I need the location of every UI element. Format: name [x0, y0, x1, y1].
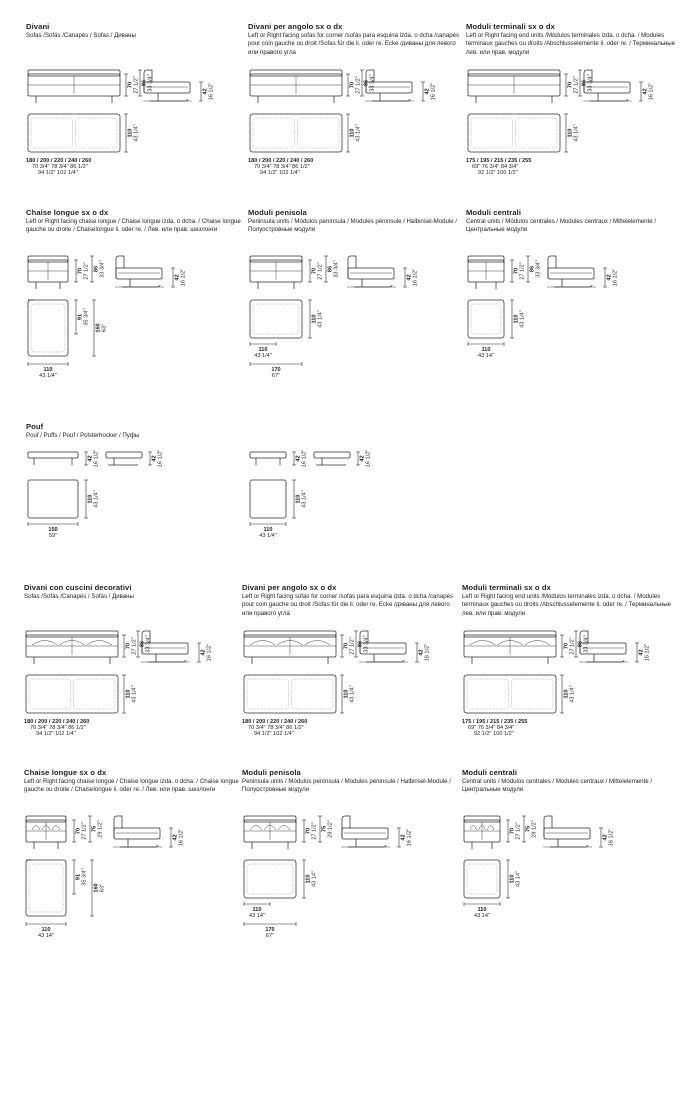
back-height-dim-cm-label: 70	[75, 827, 82, 835]
width-inch-row2: 94 1/2" 102 1/4"	[38, 170, 78, 176]
back-height-dim-cm-label: 70	[509, 827, 516, 835]
seat-height-dim-inch-label: 16 1/2"	[612, 268, 619, 287]
seat-height-dim-cm-label: 42	[172, 834, 179, 841]
section-sofa	[248, 22, 463, 212]
side-seat-cushion	[544, 828, 590, 839]
seat-height-dim-cm-label: 42	[202, 88, 209, 95]
depth-dim-cm-label: 110	[563, 689, 570, 699]
side-seat-cushion	[342, 828, 388, 839]
seat-height-dim-cm-label: 42	[87, 455, 94, 462]
total-height-dim-cm-label: 86	[139, 640, 146, 648]
plan-sofa-outline	[28, 114, 120, 152]
width-dim-cm-label: 170	[271, 367, 281, 373]
width-cm-label: 180 / 200 / 220 / 240 / 260	[248, 158, 314, 164]
section-chaise	[26, 208, 241, 398]
length-dim-inch-label: 63"	[101, 323, 108, 333]
section-title: Pouf	[26, 422, 44, 431]
seat-height-dim-side-inch-label: 16 1/2"	[365, 449, 372, 468]
plan-sofa-outline	[250, 114, 342, 152]
length-dim-cm-label: 160	[93, 883, 100, 893]
depth-dim-inch-label: 35 3/4"	[83, 308, 90, 326]
section-title: Divani per angolo sx o dx	[242, 583, 337, 592]
width-cm-label: 175 / 195 / 215 / 235 / 255	[462, 719, 528, 725]
section-sofa	[24, 583, 239, 773]
decorative-pillow	[525, 641, 550, 646]
plan-seat-cushion	[29, 679, 71, 709]
total-height-dim-cm-label: 75	[525, 825, 532, 833]
seat-height-dim-inch-label: 16 1/2"	[180, 268, 187, 287]
total-height-dim-inch-label: 33 3/4"	[583, 635, 590, 653]
side-seat-cushion	[548, 268, 594, 279]
depth-dim-cm-label: 110	[513, 314, 520, 324]
seat-height-dim-cm-label: 42	[424, 88, 431, 95]
seat-height-dim-inch-label: 16 1/2"	[644, 643, 651, 662]
seat-height-dim-inch-label: 16 1/2"	[93, 449, 100, 468]
dimension-drawing	[248, 22, 463, 212]
plan-seat-cushion	[471, 304, 501, 334]
front-backrest	[28, 256, 68, 262]
seat-height-dim-side-inch-label: 16 1/2"	[157, 449, 164, 468]
depth-dim-cm-label: 110	[295, 494, 302, 504]
depth-dim-inch-label: 43 1/4"	[133, 124, 140, 142]
section-subtitle: Left or Right facing sofas for corner /sofás para esquina izda. o dcha /canapés pour coin gauche ou droit /Sofas für die li. oder re. Ecke /диваны для левого или правого угла	[242, 593, 454, 617]
plan-sofa-outline	[26, 675, 118, 713]
section-subtitle: Central units / Módulos centrales / Modules centraux / Mittelelemente / Центральные модули	[462, 778, 653, 794]
section-central	[466, 208, 681, 398]
side-seat-cushion	[114, 828, 160, 839]
section-peninsula	[242, 768, 457, 958]
front-backrest	[26, 816, 66, 822]
width-dim-cm-label: 150	[48, 527, 58, 533]
decorative-pillow	[487, 826, 494, 831]
section-sofa	[466, 22, 681, 212]
width-dim-inch-label: 43 1/4"	[39, 373, 57, 379]
total-height-dim-cm-label: 86	[93, 265, 100, 273]
back-height-dim-inch-label: 27 1/2"	[131, 637, 138, 655]
dimension-drawing	[466, 22, 681, 212]
back-height-dim-cm-label: 70	[513, 267, 520, 275]
dimension-drawing	[26, 208, 241, 398]
decorative-pillow	[250, 826, 262, 831]
plan-seat-cushion	[31, 118, 73, 148]
total-height-dim-cm-label: 75	[91, 825, 98, 833]
width-dim-inch-label: 43 14"	[474, 913, 490, 919]
section-title: Moduli penisola	[248, 208, 307, 217]
decorative-pillow	[87, 641, 112, 646]
back-height-dim-cm-label: 70	[567, 81, 574, 89]
width-dim-cm-label: 110	[41, 927, 51, 933]
depth-dim-cm-label: 110	[343, 689, 350, 699]
side-sled-base	[586, 654, 624, 662]
section-subtitle: Left or Right facing sofas for corner /sofás para esquina izda. o dcha /canapés pour coin gauche ou droit /Sofas für die li. oder re. Ecke /диваны для левого или правого угла	[248, 32, 460, 56]
width-dim-cm-label: 110	[481, 347, 491, 353]
seat-height-dim-inch-label: 16 1/2"	[206, 643, 213, 662]
section-peninsula	[248, 208, 463, 398]
total-height-dim-cm-label: 86	[327, 265, 334, 273]
dimension-drawing	[242, 583, 457, 773]
width-dim-cm-label: 110	[43, 367, 53, 373]
back-height-dim-inch-label: 27 1/2"	[83, 262, 90, 280]
seat-height-dim-inch-label: 16 1/2"	[178, 828, 185, 847]
decorative-pillow	[470, 641, 495, 646]
section-title: Moduli centrali	[466, 208, 522, 217]
side-sled-base	[354, 279, 392, 287]
width-inch-row1: 70 3/4" 78 3/4" 86 1/2"	[32, 164, 88, 170]
seat-height-dim-inch-label: 16 1/2"	[412, 268, 419, 287]
plan-seat-cushion	[516, 118, 558, 148]
width-cm-label: 180 / 200 / 220 / 240 / 260	[24, 719, 90, 725]
back-height-dim-inch-label: 27 1/2"	[569, 637, 576, 655]
depth-dim-inch-label: 43 1/4"	[349, 685, 356, 703]
side-seat-cushion	[348, 268, 394, 279]
depth-dim-cm-label: 110	[567, 128, 574, 138]
side-backrest	[544, 816, 552, 838]
depth-dim-inch-label: 43 1/4"	[317, 310, 324, 328]
plan-seat-cushion	[512, 679, 554, 709]
side-backrest	[348, 256, 356, 278]
back-height-dim-cm-label: 70	[343, 642, 350, 650]
seat-height-dim-inch-label: 16 1/2"	[301, 449, 308, 468]
depth-dim-cm-label: 110	[311, 314, 318, 324]
section-subtitle: Left or Right facing end units /Módulos terminales izda. o dcha. / Modules terminaux gauches ou droits /Abschlusselemente li. oder re. / Терминальные лев. или прав. модули	[462, 593, 672, 617]
depth-dim-inch-label: 43 1/4"	[569, 685, 576, 703]
depth-dim-inch-label: 43 1/4"	[355, 124, 362, 142]
length-dim-inch-label: 63"	[99, 883, 106, 893]
depth-dim-cm-label: 110	[509, 874, 516, 884]
width-dim-cm-label: 110	[263, 527, 273, 533]
back-width-dim-cm-label: 110	[258, 347, 268, 353]
dimension-drawing	[462, 583, 677, 773]
back-width-dim-cm-label: 110	[252, 907, 262, 913]
seat-height-dim-cm-label: 42	[406, 274, 413, 281]
depth-dim-cm-label: 91	[75, 873, 82, 881]
decorative-pillow	[32, 826, 40, 831]
front-backrest	[26, 631, 118, 637]
back-height-dim-cm-label: 70	[125, 642, 132, 650]
side-sled-base	[366, 654, 404, 662]
decorative-pillow	[305, 641, 330, 646]
total-height-dim-inch-label: 33 3/4"	[333, 260, 340, 278]
side-sled-base	[150, 93, 188, 101]
dimension-drawing	[466, 208, 681, 398]
section-subtitle: Peninsula units / Módulos península / Modules péninsule / Halbinsel-Module / Полуостровные модули	[242, 778, 452, 794]
section-title: Moduli terminali sx o dx	[462, 583, 551, 592]
width-inch-row2: 94 1/2" 102 1/4"	[260, 170, 300, 176]
plan-peninsula-outline	[250, 300, 302, 338]
side-backrest	[548, 256, 556, 278]
side-sled-base	[550, 839, 588, 847]
seat-height-dim-cm-label: 42	[602, 834, 609, 841]
section-subtitle: Sofas /Sofás /Canapés / Sofas / Диваны	[24, 593, 134, 600]
depth-dim-inch-label: 43 1/4"	[519, 310, 526, 328]
seat-height-dim-inch-label: 16 1/2"	[648, 82, 655, 101]
side-backrest	[342, 816, 350, 838]
section-sofa	[26, 22, 241, 212]
width-inch-row2: 94 1/2" 102 1/4"	[254, 731, 294, 737]
width-dim-cm-label: 170	[265, 927, 275, 933]
back-height-dim-cm-label: 70	[349, 81, 356, 89]
width-dim-inch-label: 43 14"	[478, 353, 494, 359]
depth-dim-cm-label: 110	[349, 128, 356, 138]
dimension-drawing	[24, 583, 239, 773]
seat-height-dim-inch-label: 16 1/2"	[430, 82, 437, 101]
section-title: Divani con cuscini decorativi	[24, 583, 132, 592]
width-inch-row2: 92 1/2" 100 1/2"	[474, 731, 514, 737]
back-height-dim-inch-label: 27 1/2"	[515, 822, 522, 840]
total-height-dim-cm-label: 86	[577, 640, 584, 648]
section-subtitle: Central units / Módulos centrales / Modules centraux / Mittelelemente / Центральные модули	[466, 218, 657, 234]
side-sled-base	[122, 279, 160, 287]
decorative-pillow	[470, 826, 477, 831]
seat-height-dim-cm-label: 42	[642, 88, 649, 95]
side-sled-base	[148, 654, 186, 662]
total-height-dim-cm-label: 86	[581, 79, 588, 87]
plan-seat-cushion	[76, 118, 118, 148]
total-height-dim-cm-label: 75	[321, 825, 328, 833]
section-title: Moduli terminali sx o dx	[466, 22, 555, 31]
back-height-dim-cm-label: 70	[127, 81, 134, 89]
pouf-sled-base	[108, 458, 138, 465]
total-height-dim-inch-label: 29 1/2"	[327, 820, 334, 838]
side-sled-base	[590, 93, 628, 101]
front-backrest	[468, 70, 560, 76]
depth-dim-inch-label: 43 14"	[515, 871, 522, 887]
decorative-pillow	[32, 641, 57, 646]
pouf-front	[250, 452, 286, 458]
total-height-dim-cm-label: 86	[529, 265, 536, 273]
section-title: Chaise longue sx o dx	[26, 208, 109, 217]
width-dim-inch-label: 43 1/4"	[259, 533, 277, 539]
plan-seat-cushion	[467, 864, 497, 894]
width-cm-label: 180 / 200 / 220 / 240 / 260	[26, 158, 92, 164]
depth-dim-inch-label: 43 14"	[311, 871, 318, 887]
seat-height-dim-side-cm-label: 42	[359, 455, 366, 462]
depth-dim-cm-label: 110	[305, 874, 312, 884]
plan-seat-cushion	[247, 864, 293, 894]
plan-sofa-outline	[244, 675, 336, 713]
section-subtitle: Sofas /Sofás /Canapés / Sofas / Диваны	[26, 32, 136, 39]
side-sled-base	[120, 839, 158, 847]
back-height-dim-cm-label: 70	[77, 267, 84, 275]
width-inch-row1: 69" 76 3/4" 84 3/4"	[472, 164, 519, 170]
section-subtitle: Left or Right facing chaise longue / Chaise longue izda. o dcha. / Chaise longue gauche ou droite / Chaiselongue li. oder re. / Лев. или прав. шезлонги	[24, 778, 239, 794]
front-backrest	[464, 816, 500, 822]
plan-seat-cushion	[253, 118, 295, 148]
dimension-drawing	[26, 22, 241, 212]
plan-seat-cushion	[253, 304, 299, 334]
total-height-dim-inch-label: 33 3/4"	[99, 260, 106, 278]
section-chaise	[24, 768, 239, 958]
total-height-dim-inch-label: 33 3/4"	[145, 635, 152, 653]
section-subtitle: Left or Right facing chaise longue / Chaise longue izda. o dcha. / Chaise longue gauche ou droite / Chaiselongue li. oder re. / Лев. или прав. шезлонги	[26, 218, 241, 234]
plan-sofa-outline	[464, 675, 556, 713]
front-backrest	[468, 256, 504, 262]
width-inch-row1: 70 3/4" 78 3/4" 86 1/2"	[254, 164, 310, 170]
plan-sofa-outline	[468, 114, 560, 152]
back-height-dim-inch-label: 27 1/2"	[317, 262, 324, 280]
total-height-dim-cm-label: 86	[141, 79, 148, 87]
pouf-sled-base	[316, 458, 346, 465]
side-sled-base	[348, 839, 386, 847]
seat-height-dim-cm-label: 42	[638, 649, 645, 656]
side-seat-cushion	[116, 268, 162, 279]
pouf-side	[106, 452, 142, 458]
depth-dim-cm-label: 110	[127, 128, 134, 138]
depth-dim-inch-label: 43 1/4"	[93, 490, 100, 508]
seat-height-dim-side-cm-label: 42	[151, 455, 158, 462]
plan-chaise-outline	[26, 860, 66, 916]
plan-seat-cushion	[74, 679, 116, 709]
width-inch-row1: 70 3/4" 78 3/4" 86 1/2"	[30, 725, 86, 731]
back-height-dim-cm-label: 70	[305, 827, 312, 835]
seat-height-dim-inch-label: 16 1/2"	[208, 82, 215, 101]
plan-peninsula-outline	[244, 860, 296, 898]
side-backrest	[116, 256, 124, 278]
plan-seat-cushion	[467, 679, 509, 709]
back-height-dim-inch-label: 27 1/2"	[81, 822, 88, 840]
seat-height-dim-inch-label: 16 1/2"	[424, 643, 431, 662]
seat-height-dim-cm-label: 42	[606, 274, 613, 281]
pouf-front	[28, 452, 78, 458]
back-height-dim-cm-label: 70	[563, 642, 570, 650]
plan-seat-cushion	[29, 864, 63, 912]
total-height-dim-cm-label: 86	[357, 640, 364, 648]
depth-dim-inch-label: 43 1/4"	[301, 490, 308, 508]
plan-chaise-outline	[28, 300, 68, 356]
plan-seat-cushion	[31, 304, 65, 352]
seat-height-dim-cm-label: 42	[400, 834, 407, 841]
seat-height-dim-inch-label: 16 1/2"	[608, 828, 615, 847]
width-inch-row1: 69" 76 3/4" 84 3/4"	[468, 725, 515, 731]
pouf-plan-outline	[28, 480, 78, 518]
front-backrest	[244, 631, 336, 637]
width-dim-inch-label: 43 14"	[38, 933, 54, 939]
decorative-pillow	[250, 641, 275, 646]
back-height-dim-inch-label: 27 1/2"	[355, 76, 362, 94]
section-subtitle: Left or Right facing end units /Módulos terminales izda. o dcha. / Modules terminaux gauches ou droits /Abschlusselemente li. oder re. / Терминальные лев. или прав. модули	[466, 32, 676, 56]
seat-height-dim-cm-label: 42	[174, 274, 181, 281]
section-title: Divani per angolo sx o dx	[248, 22, 343, 31]
pouf-plan-outline	[250, 480, 286, 518]
back-width-dim-inch-label: 43 14"	[249, 913, 265, 919]
back-height-dim-inch-label: 27 1/2"	[311, 822, 318, 840]
width-dim-inch-label: 59"	[48, 533, 58, 539]
front-backrest	[464, 631, 556, 637]
dimension-drawing	[248, 208, 463, 398]
depth-dim-inch-label: 35 3/4"	[81, 868, 88, 886]
plan-seat-cushion	[247, 679, 289, 709]
width-cm-label: 180 / 200 / 220 / 240 / 260	[242, 719, 308, 725]
section-sofa	[462, 583, 677, 773]
pouf-side	[314, 452, 350, 458]
length-dim-cm-label: 160	[95, 323, 102, 333]
dimension-drawing	[24, 768, 239, 958]
back-height-dim-inch-label: 27 1/2"	[133, 76, 140, 94]
back-height-dim-inch-label: 27 1/2"	[519, 262, 526, 280]
total-height-dim-cm-label: 86	[363, 79, 370, 87]
total-height-dim-inch-label: 33 3/4"	[363, 635, 370, 653]
plan-seat-cushion	[471, 118, 513, 148]
total-height-dim-inch-label: 33 3/4"	[535, 260, 542, 278]
depth-dim-inch-label: 43 1/4"	[573, 124, 580, 142]
section-central	[462, 768, 677, 958]
section-subtitle: Pouf / Puffs / Pouf / Polsterhocker / Пуфы	[26, 432, 140, 439]
total-height-dim-inch-label: 29 1/2"	[97, 820, 104, 838]
width-dim-inch-label: 67"	[271, 373, 281, 379]
back-height-dim-cm-label: 70	[311, 267, 318, 275]
plan-seat-cushion	[292, 679, 334, 709]
back-width-dim-inch-label: 43 1/4"	[254, 353, 272, 359]
width-inch-row1: 70 3/4" 78 3/4" 86 1/2"	[248, 725, 304, 731]
plan-seat-cushion	[298, 118, 340, 148]
total-height-dim-inch-label: 33 3/4"	[369, 74, 376, 92]
section-sofa	[242, 583, 457, 773]
section-title: Chaise longue sx o dx	[24, 768, 107, 777]
total-height-dim-inch-label: 33 3/4"	[587, 74, 594, 92]
back-height-dim-inch-label: 27 1/2"	[573, 76, 580, 94]
dimension-drawing	[462, 768, 677, 958]
depth-dim-cm-label: 91	[77, 313, 84, 321]
seat-height-dim-cm-label: 42	[295, 455, 302, 462]
depth-dim-inch-label: 43 1/4"	[131, 685, 138, 703]
seat-height-dim-cm-label: 42	[200, 649, 207, 656]
section-title: Moduli centrali	[462, 768, 518, 777]
depth-dim-cm-label: 110	[87, 494, 94, 504]
side-sled-base	[372, 93, 410, 101]
decorative-pillow	[278, 826, 290, 831]
depth-dim-cm-label: 110	[125, 689, 132, 699]
width-inch-row2: 92 1/2" 100 1/2"	[478, 170, 518, 176]
front-backrest	[28, 70, 120, 76]
width-dim-cm-label: 110	[477, 907, 487, 913]
seat-height-dim-inch-label: 16 1/2"	[406, 828, 413, 847]
back-height-dim-inch-label: 27 1/2"	[349, 637, 356, 655]
decorative-pillow	[52, 826, 60, 831]
side-backrest	[114, 816, 122, 838]
front-backrest	[250, 256, 302, 262]
front-backrest	[250, 70, 342, 76]
section-title: Moduli penisola	[242, 768, 301, 777]
section-title: Divani	[26, 22, 50, 31]
width-inch-row2: 94 1/2" 102 1/4"	[36, 731, 76, 737]
width-cm-label: 175 / 195 / 215 / 235 / 255	[466, 158, 532, 164]
width-dim-inch-label: 67"	[265, 933, 275, 939]
front-backrest	[244, 816, 296, 822]
total-height-dim-inch-label: 29 1/2"	[531, 820, 538, 838]
plan-central-outline	[468, 300, 504, 338]
plan-central-outline	[464, 860, 500, 898]
section-subtitle: Peninsula units / Módulos península / Modules péninsule / Halbinsel-Module / Полуостровные модули	[248, 218, 458, 234]
side-sled-base	[554, 279, 592, 287]
total-height-dim-inch-label: 33 3/4"	[147, 74, 154, 92]
dimension-drawing	[242, 768, 457, 958]
seat-height-dim-cm-label: 42	[418, 649, 425, 656]
